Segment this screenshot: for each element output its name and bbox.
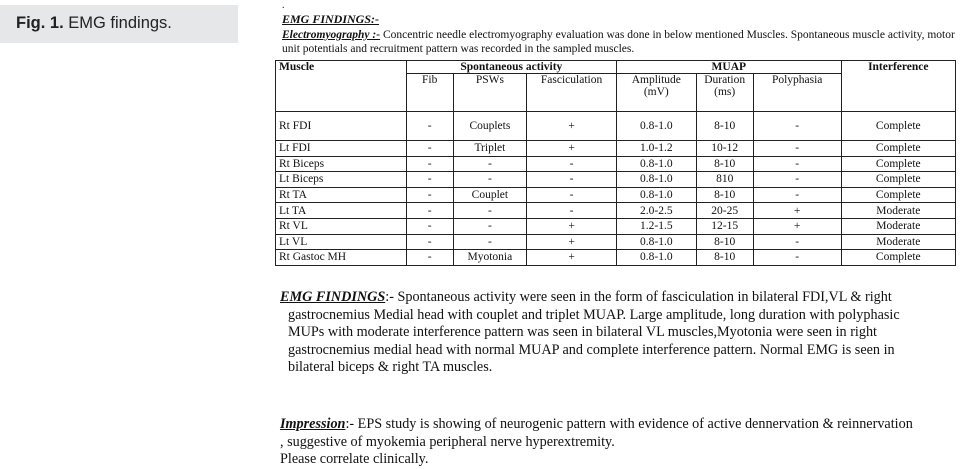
cell-amplitude: 0.8-1.0 [616, 112, 696, 141]
cell-muscle: Lt VL [276, 234, 407, 250]
cell-polyphasia: + [753, 203, 841, 219]
emg-findings-paragraph [280, 289, 970, 377]
cell-muscle: Rt FDI [276, 112, 407, 141]
findings-line-4: gastrocnemius medial head with normal MUAP and complete interference pattern. Normal EMG is seen in [288, 341, 895, 358]
cell-polyphasia: - [753, 172, 841, 188]
cell-fasciculation: + [527, 218, 617, 234]
cell-amplitude: 0.8-1.0 [616, 187, 696, 203]
cell-interference: Complete [841, 141, 955, 157]
table-row [276, 172, 956, 188]
header-amplitude-label: Amplitude [631, 74, 681, 86]
figure-number: Fig. 1. [16, 14, 64, 32]
findings-line-5: bilateral biceps & right TA muscles. [288, 359, 493, 375]
emg-intro-text: Concentric needle electromyography evaluation was done in below mentioned Muscles. Spontaneous muscle activity, motor unit potentials and recruitment pattern was recorded in the sampled muscles. [282, 29, 955, 55]
cell-psws: Couplet [453, 187, 527, 203]
emg-intro-label: Electromyography :- [282, 29, 381, 41]
cell-duration: 10-12 [696, 141, 753, 157]
table-row [276, 250, 956, 266]
header-duration [696, 74, 753, 112]
cell-fib: - [406, 172, 453, 188]
cell-psws: Triplet [453, 141, 527, 157]
cell-psws: - [453, 218, 527, 234]
cell-muscle: Rt TA [276, 187, 407, 203]
figure-title: EMG findings. [63, 14, 172, 32]
cell-polyphasia: + [753, 218, 841, 234]
figure-caption [0, 5, 238, 43]
findings-line-3: MUPs with moderate interference pattern was seen in bilateral VL muscles,Myotonia were seen in right [288, 324, 877, 340]
table-row [276, 156, 956, 172]
cell-polyphasia: - [753, 112, 841, 141]
findings-line-1 [280, 289, 970, 307]
cell-amplitude: 2.0-2.5 [616, 203, 696, 219]
header-amplitude-unit: (mV) [643, 86, 669, 98]
cell-amplitude: 0.8-1.0 [616, 250, 696, 266]
cell-fib: - [406, 112, 453, 141]
cell-interference: Complete [841, 172, 955, 188]
findings-line-2: gastrocnemius Medial head with couplet and triplet MUAP. Large amplitude, long duration with polyphasic [288, 306, 900, 323]
cell-amplitude: 0.8-1.0 [616, 172, 696, 188]
findings-text-1: :- Spontaneous activity were seen in the form of fasciculation in bilateral FDI,VL & right [385, 289, 892, 305]
cell-fib: - [406, 203, 453, 219]
cell-amplitude: 0.8-1.0 [616, 156, 696, 172]
cell-fasciculation: - [527, 203, 617, 219]
cell-fasciculation: - [527, 187, 617, 203]
cell-psws: - [453, 156, 527, 172]
header-muap: MUAP [616, 61, 841, 74]
header-amplitude [616, 74, 696, 112]
header-interference: Interference [841, 61, 955, 112]
cell-interference: Moderate [841, 234, 955, 250]
impression-line-1 [280, 416, 975, 434]
cell-duration: 12-15 [696, 218, 753, 234]
emg-findings-heading: EMG FINDINGS:- [282, 12, 380, 26]
cell-polyphasia: - [753, 234, 841, 250]
impression-text-1: :- EPS study is showing of neurogenic pattern with evidence of active dennervation & reinnervation [345, 416, 913, 432]
cell-interference: Complete [841, 187, 955, 203]
cell-interference: Complete [841, 156, 955, 172]
cell-fasciculation: - [527, 156, 617, 172]
table-row [276, 112, 956, 141]
cell-fib: - [406, 141, 453, 157]
cell-psws: - [453, 234, 527, 250]
cell-duration: 8-10 [696, 112, 753, 141]
cell-fasciculation: + [527, 250, 617, 266]
header-duration-label: Duration [704, 74, 746, 86]
cell-fib: - [406, 156, 453, 172]
cell-duration: 8-10 [696, 187, 753, 203]
header-muscle: Muscle [276, 61, 407, 112]
table-body [276, 112, 956, 266]
cell-fasciculation: + [527, 234, 617, 250]
cell-fasciculation: - [527, 172, 617, 188]
cell-psws: - [453, 203, 527, 219]
cell-amplitude: 1.2-1.5 [616, 218, 696, 234]
table-row [276, 141, 956, 157]
cell-muscle: Lt Biceps [276, 172, 407, 188]
cell-fib: - [406, 187, 453, 203]
header-polyphasia: Polyphasia [753, 74, 841, 112]
table-row [276, 187, 956, 203]
cell-fasciculation: + [527, 141, 617, 157]
header-fib: Fib [406, 74, 453, 112]
emg-table [275, 60, 956, 266]
header-duration-unit: (ms) [714, 86, 736, 98]
table-row [276, 218, 956, 234]
cell-fib: - [406, 250, 453, 266]
cell-muscle: Lt TA [276, 203, 407, 219]
findings-label: EMG FINDINGS [280, 289, 386, 305]
emg-intro [282, 28, 972, 56]
cell-psws: - [453, 172, 527, 188]
cell-polyphasia: - [753, 141, 841, 157]
cell-fib: - [406, 234, 453, 250]
impression-label: Impression [280, 416, 346, 432]
cell-fasciculation: + [527, 112, 617, 141]
cell-psws: Myotonia [453, 250, 527, 266]
header-spontaneous-activity: Spontaneous activity [406, 61, 616, 74]
cell-duration: 20-25 [696, 203, 753, 219]
cell-polyphasia: - [753, 156, 841, 172]
cell-polyphasia: - [753, 250, 841, 266]
cell-interference: Complete [841, 250, 955, 266]
cell-duration: 8-10 [696, 250, 753, 266]
table-row [276, 234, 956, 250]
impression-line-3: Please correlate clinically. [280, 451, 429, 467]
table-row [276, 203, 956, 219]
stray-dot: . [282, 0, 285, 11]
cell-interference: Moderate [841, 203, 955, 219]
cell-fib: - [406, 218, 453, 234]
impression-line-2: , suggestive of myokemia peripheral nerve hyperextremity. [280, 433, 615, 450]
cell-muscle: Rt Biceps [276, 156, 407, 172]
cell-psws: Couplets [453, 112, 527, 141]
cell-duration: 8-10 [696, 156, 753, 172]
cell-duration: 810 [696, 172, 753, 188]
cell-muscle: Rt VL [276, 218, 407, 234]
cell-polyphasia: - [753, 187, 841, 203]
cell-interference: Complete [841, 112, 955, 141]
cell-muscle: Rt Gastoc MH [276, 250, 407, 266]
header-fasciculation: Fasciculation [527, 74, 617, 112]
cell-amplitude: 1.0-1.2 [616, 141, 696, 157]
impression-paragraph [280, 416, 975, 469]
cell-amplitude: 0.8-1.0 [616, 234, 696, 250]
cell-muscle: Lt FDI [276, 141, 407, 157]
header-psws: PSWs [453, 74, 527, 112]
cell-interference: Moderate [841, 218, 955, 234]
cell-duration: 8-10 [696, 234, 753, 250]
